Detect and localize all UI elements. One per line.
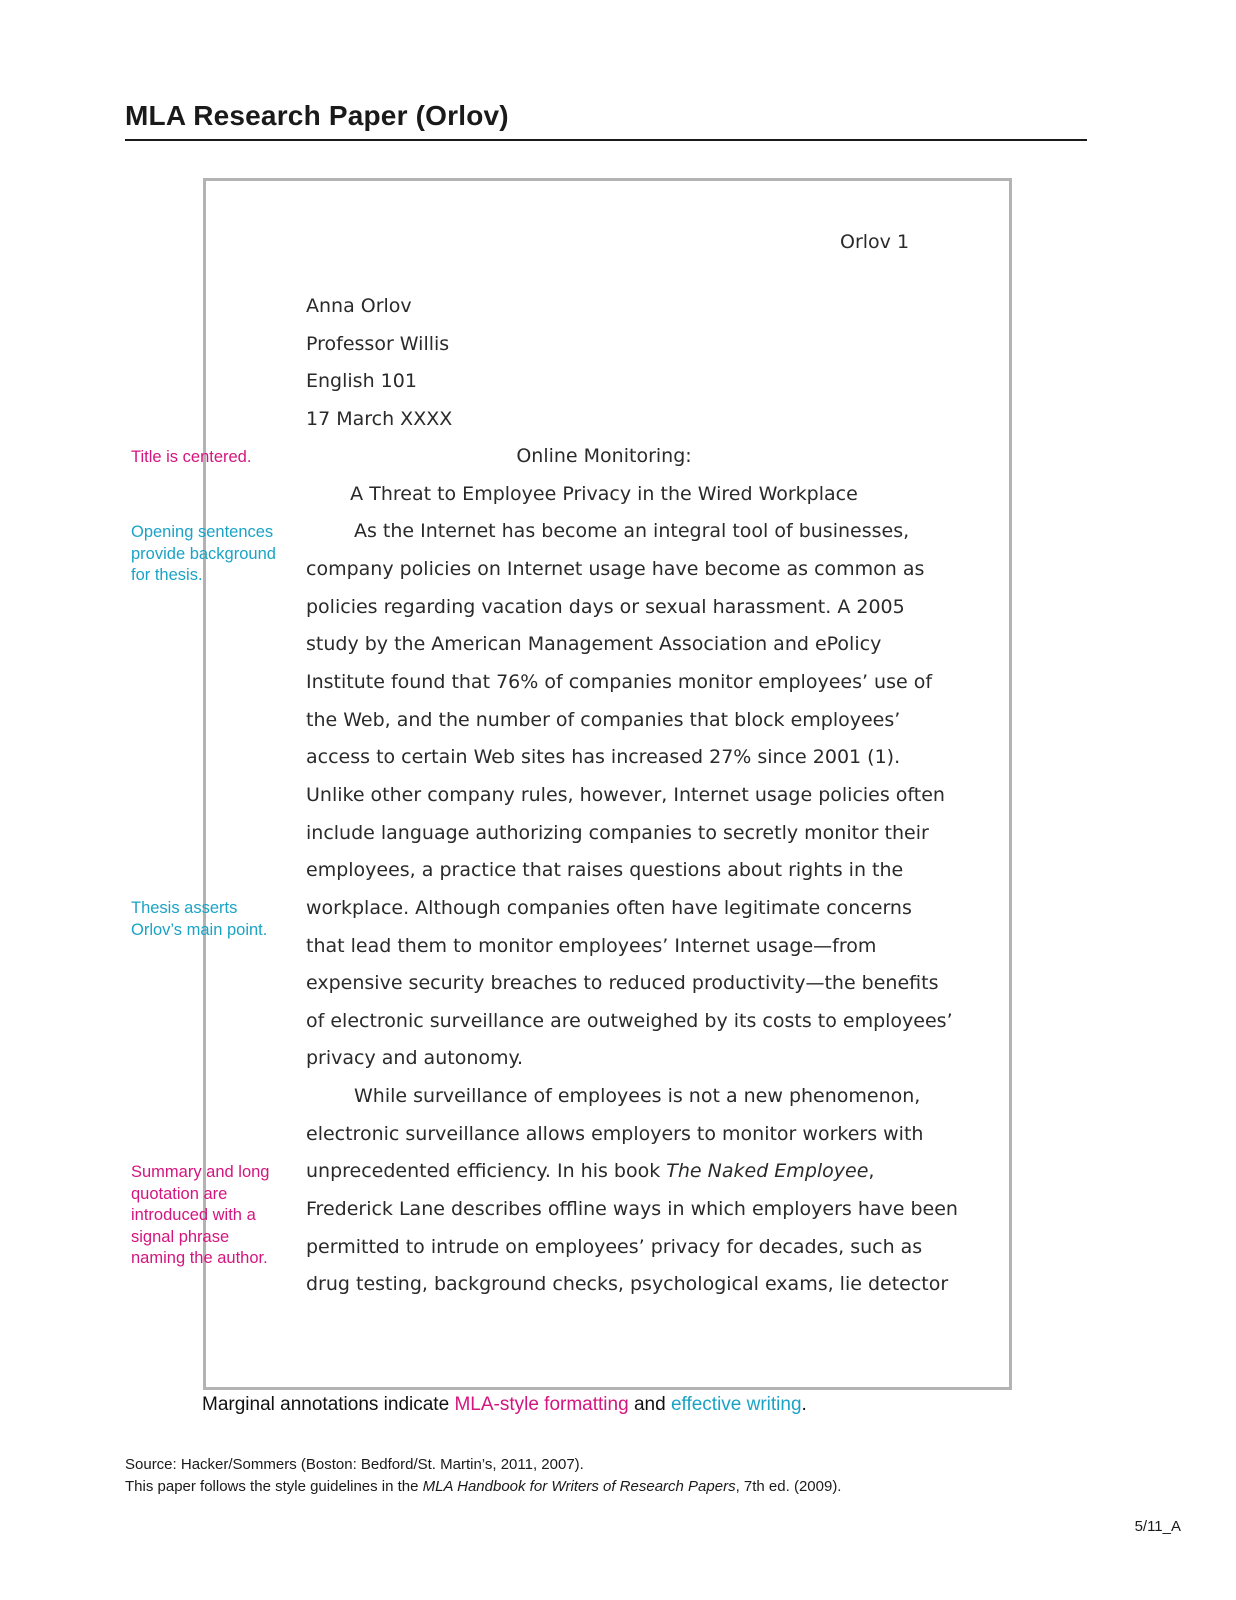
body-text: , — [868, 1160, 875, 1182]
body-line: drug testing, background checks, psychological exams, lie detector — [306, 1273, 949, 1295]
annotation-line: introduced with a — [131, 1206, 256, 1224]
body-line: company policies on Internet usage have become as common as — [306, 558, 925, 580]
annotation-line: Orlov’s main point. — [131, 920, 268, 939]
source-credit: Source: Hacker/Sommers (Boston: Bedford/St. Martin’s, 2011, 2007). — [125, 1456, 584, 1473]
body-line: Unlike other company rules, however, Internet usage policies often — [306, 784, 945, 806]
annotation-line: Summary and long — [131, 1163, 270, 1181]
annotation-line: Opening sentences — [131, 523, 274, 541]
annotation-line: signal phrase — [131, 1227, 230, 1246]
caption-effective-writing: effective writing — [670, 1394, 802, 1415]
student-name: Anna Orlov — [306, 295, 412, 317]
body-line: electronic surveillance allows employers to monitor workers with — [306, 1123, 924, 1145]
paper-title-line: Online Monitoring: — [516, 445, 692, 467]
instructor-name: Professor Willis — [306, 333, 450, 355]
body-line: include language authorizing companies to secretly monitor their — [306, 822, 929, 844]
annotation-connector — [203, 944, 206, 1160]
body-line: Frederick Lane describes offline ways in which employers have been — [306, 1198, 958, 1220]
caption-text: Marginal annotations indicate — [202, 1394, 455, 1415]
annotation-summary-quotation — [131, 1162, 270, 1270]
body-line: the Web, and the number of companies that block employees’ — [306, 709, 901, 731]
annotation-line: Title is centered. — [131, 448, 252, 466]
annotation-line: quotation are — [131, 1184, 228, 1203]
note-text: , 7th ed. (2009). — [735, 1478, 842, 1495]
page-title: MLA Research Paper (Orlov) — [125, 100, 509, 131]
document-code: 5/11_A — [1134, 1518, 1181, 1535]
legend-caption — [202, 1394, 807, 1416]
annotation-line: Thesis asserts — [131, 899, 238, 917]
book-title: The Naked Employee — [666, 1160, 869, 1182]
annotation-line: provide background — [131, 544, 276, 563]
note-text: This paper follows the style guidelines in the — [125, 1478, 423, 1495]
annotation-connector — [203, 1270, 206, 1386]
body-line-with-book-title — [306, 1159, 874, 1183]
paper-title-line: A Threat to Employee Privacy in the Wired Workplace — [350, 483, 858, 505]
course-name: English 101 — [306, 370, 417, 392]
caption-mla-formatting: MLA-style formatting — [454, 1394, 629, 1415]
body-line: policies regarding vacation days or sexual harassment. A 2005 — [306, 596, 905, 618]
style-guideline-note — [125, 1478, 841, 1495]
body-line: of electronic surveillance are outweighed by its costs to employees’ — [306, 1010, 953, 1032]
caption-text: and — [628, 1394, 671, 1415]
annotation-connector — [203, 588, 206, 896]
annotation-connector — [203, 470, 206, 520]
running-head-page-number: Orlov 1 — [840, 231, 910, 253]
annotation-opening-sentences — [131, 522, 276, 587]
annotation-title-centered — [131, 447, 251, 469]
body-line: study by the American Management Association and ePolicy — [306, 633, 882, 655]
annotation-line: naming the author. — [131, 1249, 268, 1267]
caption-text: . — [801, 1394, 807, 1415]
paper-date: 17 March XXXX — [306, 408, 453, 430]
body-line: Institute found that 76% of companies monitor employees’ use of — [306, 671, 933, 693]
body-text: unprecedented efficiency. In his book — [306, 1160, 667, 1182]
body-line: expensive security breaches to reduced productivity—the benefits — [306, 972, 939, 994]
body-line: As the Internet has become an integral tool of businesses, — [354, 520, 910, 542]
annotation-thesis — [131, 898, 267, 941]
heading-divider — [125, 139, 1087, 141]
body-line: workplace. Although companies often have legitimate concerns — [306, 897, 912, 919]
body-line: privacy and autonomy. — [306, 1047, 524, 1069]
annotation-line: for thesis. — [131, 566, 203, 584]
body-line: permitted to intrude on employees’ privacy for decades, such as — [306, 1236, 923, 1258]
body-line: access to certain Web sites has increased 27% since 2001 (1). — [306, 746, 901, 768]
body-line: employees, a practice that raises questions about rights in the — [306, 859, 904, 881]
handbook-title: MLA Handbook for Writers of Research Papers — [422, 1478, 736, 1495]
body-line: While surveillance of employees is not a new phenomenon, — [354, 1085, 921, 1107]
body-line: that lead them to monitor employees’ Internet usage—from — [306, 935, 877, 957]
